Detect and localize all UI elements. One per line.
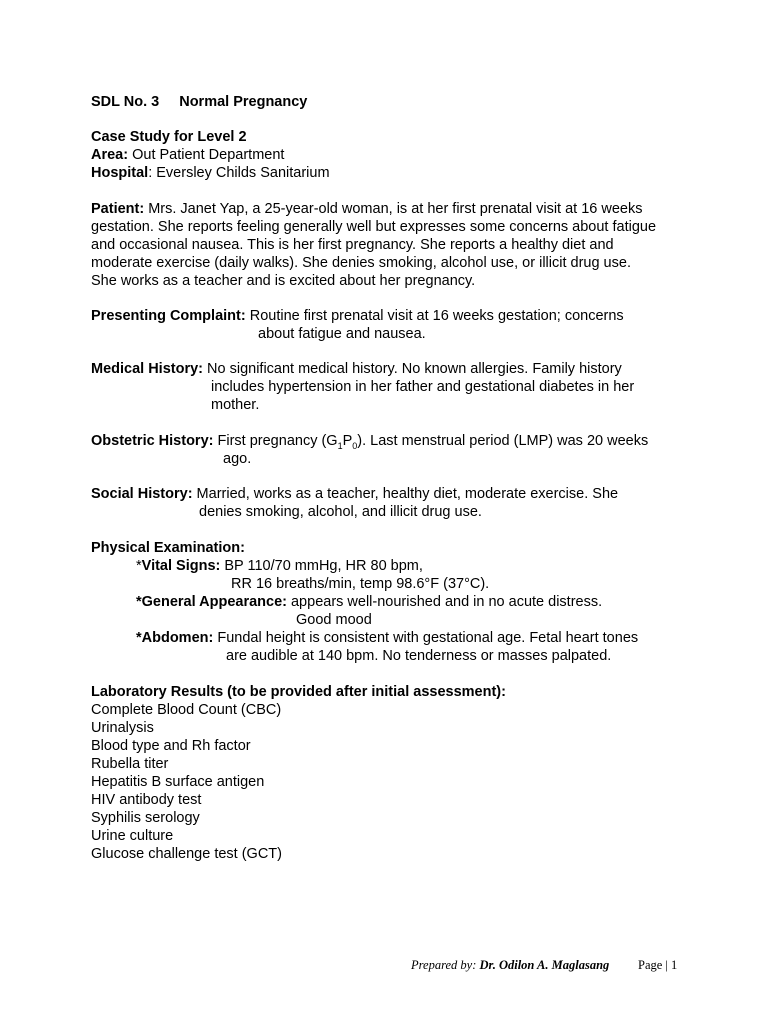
obstetric-history-section: Obstetric History: First pregnancy $(G_1P_0)$. Last menstrual period (LMP) was 20 weeks ago. [91, 432, 691, 468]
medical-history-section [91, 360, 691, 414]
medical-label: Medical History: [91, 361, 203, 377]
case-study-level: Case Study for Level 2 [91, 129, 247, 145]
lab-item: Hepatitis B surface antigen [91, 774, 265, 790]
obstetric-text-cont: ago. [223, 451, 252, 467]
medical-text: No significant medical history. No known allergies. Family history [203, 361, 622, 377]
complaint-text-cont: about fatigue and nausea. [258, 326, 426, 342]
medical-text-cont: includes hypertension in her father and gestational diabetes in her [211, 379, 635, 395]
area-value: Out Patient Department [132, 147, 285, 163]
patient-text-line: and occasional nausea. This is her first pregnancy. She reports a healthy diet and [91, 237, 614, 253]
prepared-by [411, 956, 609, 974]
social-history-section [91, 485, 691, 521]
general-appearance-label: *General Appearance: [136, 594, 287, 610]
medical-text-cont: mother. [211, 397, 260, 413]
lab-item: Urinalysis [91, 720, 154, 736]
lab-item: HIV antibody test [91, 792, 202, 808]
laboratory-section [91, 683, 691, 863]
obstetric-label: Obstetric History: [91, 433, 214, 449]
presenting-complaint-section [91, 307, 691, 343]
complaint-text: Routine first prenatal visit at 16 weeks gestation; concerns [245, 308, 624, 324]
document-title [91, 93, 691, 111]
abdomen-cont: are audible at 140 bpm. No tenderness or masses palpated. [226, 648, 612, 664]
general-appearance-cont: Good mood [296, 612, 372, 628]
physical-exam-section [91, 539, 691, 665]
lab-item: Complete Blood Count (CBC) [91, 702, 282, 718]
vital-signs-label: Vital Signs: [141, 558, 221, 574]
patient-text-line: gestation. She reports feeling generally well but expresses some concerns about fatigue [91, 219, 657, 235]
abdomen-line: *Abdomen: Fundal height is consistent with gestational age. Fetal heart tones [136, 630, 639, 646]
laboratory-heading: Laboratory Results (to be provided after initial assessment): [91, 684, 506, 700]
gravida-subscript: 1 [337, 440, 343, 451]
general-appearance-line: *General Appearance: appears well-nourished and in no acute distress. [136, 594, 603, 610]
patient-text-line: moderate exercise (daily walks). She denies smoking, alcohol use, or illicit drug use. [91, 255, 631, 271]
hospital-label: Hospital [91, 165, 149, 181]
case-header [91, 128, 691, 182]
social-text: Married, works as a teacher, healthy diet, moderate exercise. She [192, 486, 619, 502]
author-name: Dr. Odilon A. Maglasang [479, 958, 610, 972]
lab-item: Blood type and Rh factor [91, 738, 251, 754]
area-label: Area: [91, 147, 129, 163]
lab-item: Rubella titer [91, 756, 169, 772]
page-number: Page | 1 [638, 958, 678, 972]
patient-section [91, 200, 691, 290]
vital-signs-line: *Vital Signs: BP 110/70 mmHg, HR 80 bpm, [136, 558, 423, 574]
patient-text-line: Mrs. Janet Yap, a 25-year-old woman, is at her first prenatal visit at 16 weeks [144, 201, 643, 217]
lab-item: Urine culture [91, 828, 174, 844]
social-label: Social History: [91, 486, 193, 502]
patient-label: Patient: [91, 201, 145, 217]
lab-item: Glucose challenge test (GCT) [91, 846, 282, 862]
social-text-cont: denies smoking, alcohol, and illicit drug use. [199, 504, 482, 520]
sdl-number: SDL No. 3 [91, 94, 160, 110]
hospital-line [91, 164, 691, 182]
para-subscript: 0 [352, 440, 358, 451]
patient-text-line: She works as a teacher and is excited about her pregnancy. [91, 273, 476, 289]
area-line [91, 146, 691, 164]
physical-exam-label: Physical Examination: [91, 540, 245, 556]
hospital-value: : Eversley Childs Sanitarium [148, 165, 330, 181]
complaint-label: Presenting Complaint: [91, 308, 246, 324]
topic-title: Normal Pregnancy [179, 94, 308, 110]
abdomen-label: *Abdomen: [136, 630, 214, 646]
prepared-by-label: Prepared by: [411, 958, 480, 972]
lab-item: Syphilis serology [91, 810, 200, 826]
vital-signs-cont: RR 16 breaths/min, temp 98.6°F (37°C). [231, 576, 490, 592]
